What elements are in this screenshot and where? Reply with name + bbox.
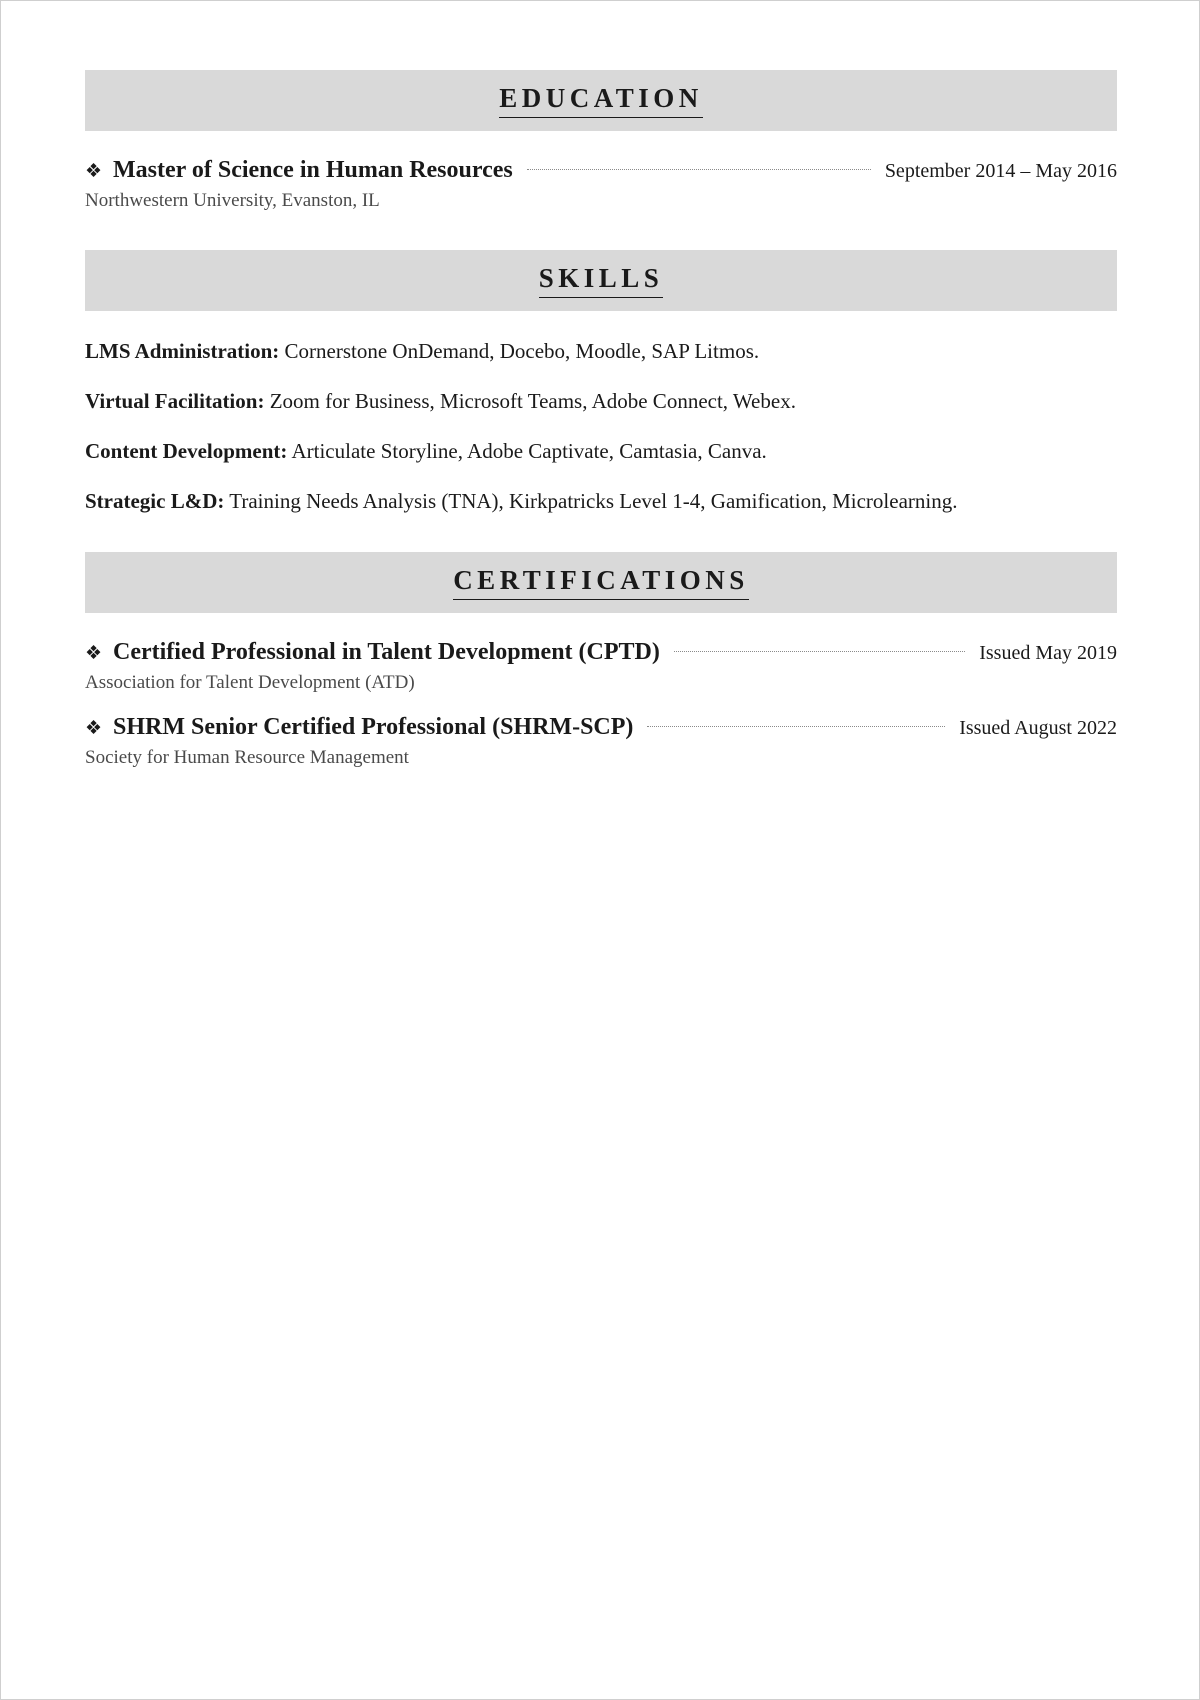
skills-section-header	[85, 250, 1117, 311]
skill-label: LMS Administration:	[85, 339, 280, 363]
skill-label: Content Development:	[85, 439, 288, 463]
certification-entry	[85, 714, 1117, 769]
education-entry-row	[85, 157, 1117, 184]
certifications-section-header	[85, 552, 1117, 613]
diamond-bullet-icon: ❖	[85, 161, 103, 182]
degree-title: Master of Science in Human Resources	[113, 157, 513, 183]
education-entry	[85, 157, 1117, 212]
skill-label: Strategic L&D:	[85, 489, 225, 513]
skills-list	[85, 339, 1117, 514]
dotted-leader	[527, 169, 871, 170]
resume-content	[85, 70, 1117, 769]
certification-entry-row	[85, 714, 1117, 741]
certification-issuer: Society for Human Resource Management	[85, 747, 409, 768]
dotted-leader	[647, 726, 945, 727]
skill-item-content	[85, 439, 1117, 464]
certification-name: SHRM Senior Certified Professional (SHRM-SCP)	[113, 714, 634, 740]
diamond-bullet-icon: ❖	[85, 643, 103, 664]
certification-name: Certified Professional in Talent Development (CPTD)	[113, 639, 660, 665]
certification-entry	[85, 639, 1117, 694]
skill-item-strategic	[85, 489, 1117, 514]
certification-entry-row	[85, 639, 1117, 666]
education-title: EDUCATION	[499, 83, 703, 117]
skill-text: Articulate Storyline, Adobe Captivate, Camtasia, Canva.	[287, 439, 767, 463]
skill-item-lms	[85, 339, 1117, 364]
skill-item-virtual	[85, 389, 1117, 414]
certification-issued: Issued August 2022	[959, 717, 1117, 739]
education-section-header	[85, 70, 1117, 131]
certification-issuer: Association for Talent Development (ATD)	[85, 672, 415, 693]
skill-label: Virtual Facilitation:	[85, 389, 265, 413]
certification-issued: Issued May 2019	[979, 642, 1117, 664]
degree-dates: September 2014 – May 2016	[884, 160, 1117, 182]
diamond-bullet-icon: ❖	[85, 718, 103, 739]
skill-text: Training Needs Analysis (TNA), Kirkpatricks Level 1-4, Gamification, Microlearning.	[224, 489, 958, 513]
institution: Northwestern University, Evanston, IL	[85, 190, 380, 211]
skill-text: Cornerstone OnDemand, Docebo, Moodle, SAP Litmos.	[279, 339, 760, 363]
dotted-leader	[674, 651, 965, 652]
certifications-title: CERTIFICATIONS	[453, 565, 749, 599]
skills-title: SKILLS	[539, 263, 664, 297]
skill-text: Zoom for Business, Microsoft Teams, Adobe Connect, Webex.	[264, 389, 796, 413]
